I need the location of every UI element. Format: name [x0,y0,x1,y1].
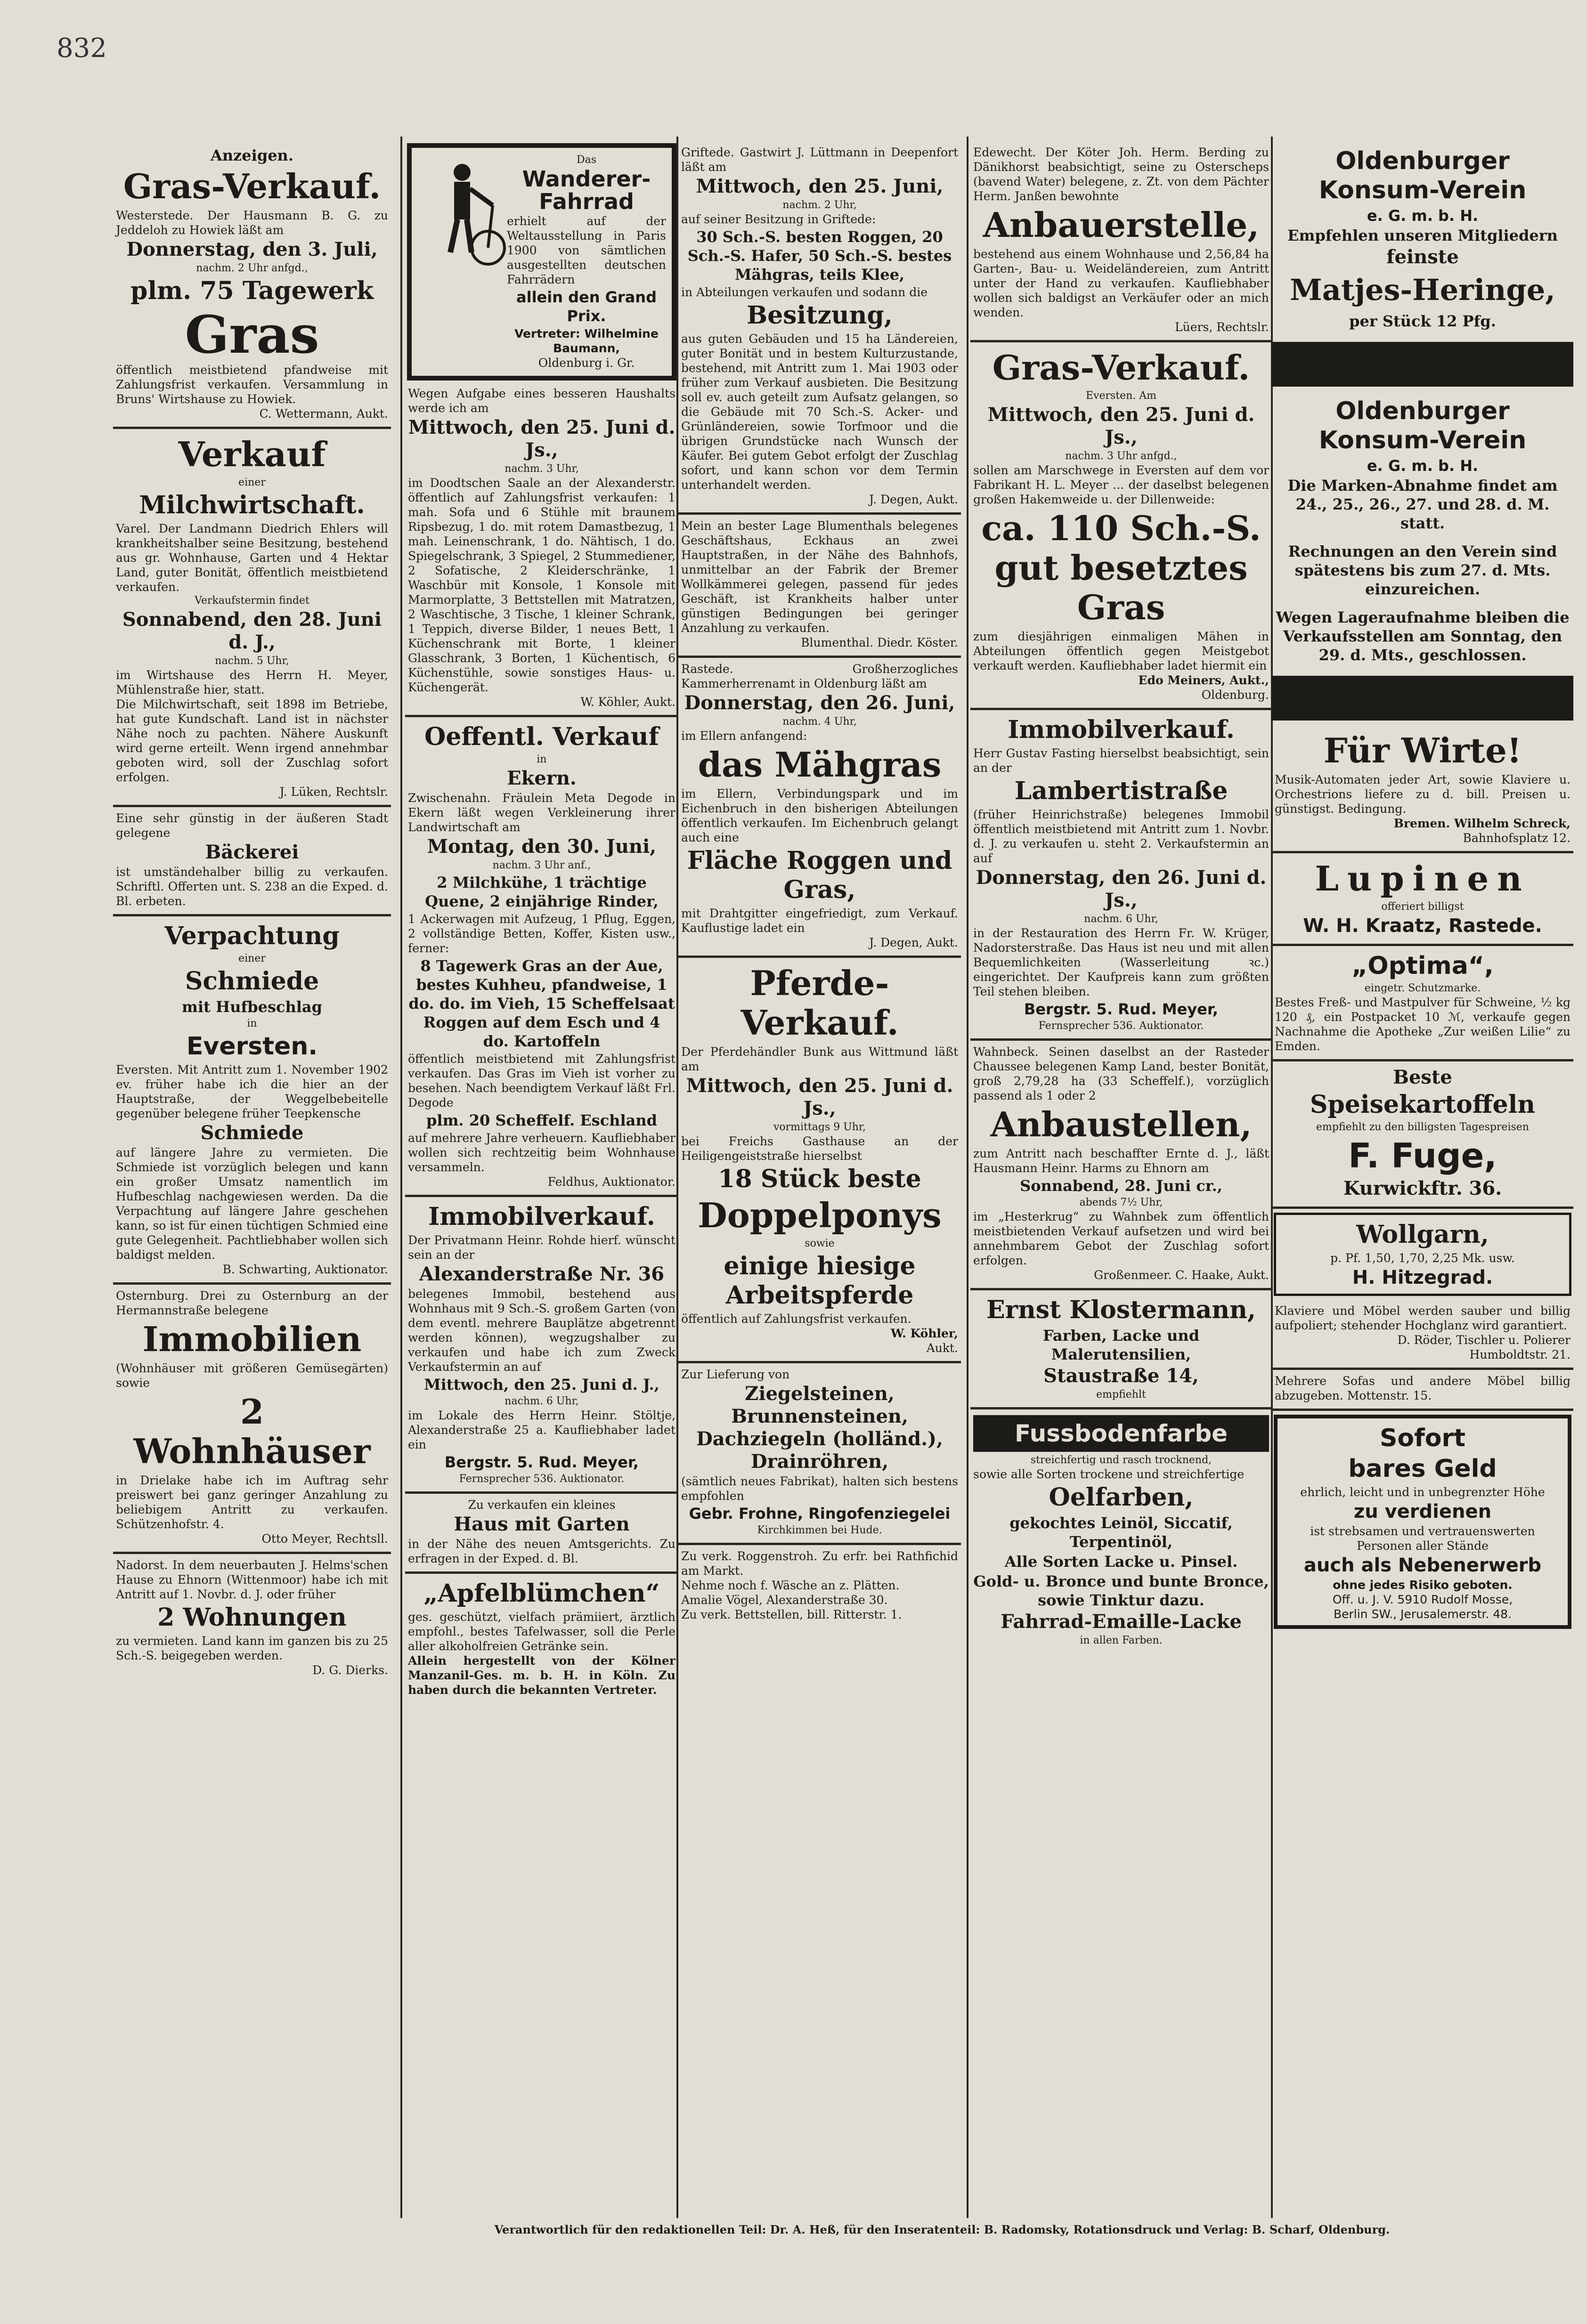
ad-title: Lupinen [1315,858,1530,899]
ad-text: (früher Heinrichstraße) belegenes Immobil öffentlich meistbietend mit Antritt zum 1. Novbr. d. J. zu verkaufen u. steht 2. Verkaufstermin an auf [973,808,1269,865]
ad-title: Gras-Verkauf. [992,348,1250,388]
ad-text: (sämtlich neues Fabrikat), halten sich bestens empfohlen [681,1474,958,1503]
black-divider-bar [1272,676,1573,721]
ad-subtitle: mit Hufbeschlag [182,998,322,1016]
ad-items: Alle Sorten Lacke u. Pinsel. [1004,1553,1238,1571]
ad-items: 2 Milchkühe, 1 trächtige Quene, 2 einjährige Rinder, [425,874,659,910]
ad-text: öffentlich meistbietend pfandweise mit Zahlungsfrist verkaufen. Versammlung in Bruns' Wirtshause zu Howiek. [116,363,388,406]
ad-text: in der Nähe des neuen Amtsgerichts. Zu erfragen in der Exped. d. Bl. [408,1537,675,1565]
ad-place: Eversten. [186,1032,318,1061]
ad-title: Oldenburger Konsum-Verein [1318,147,1527,204]
ad-date: Mittwoch, den 25. Juni, [696,175,944,197]
cyclist-illustration-icon [417,154,507,271]
ad-speisekartoffeln [1272,1061,1573,1209]
ad-item: Schmiede [185,967,319,996]
ad-date: Sonnabend, den 28. Juni d. J., [122,608,382,653]
column-5 [1272,141,1573,2218]
ad-text: p. Pf. 1,50, 1,70, 2,25 Mk. usw. [1330,1251,1515,1265]
ad-subtitle: Farben, Lacke und Malerutensilien, [1042,1327,1200,1363]
ad-title: Ernst Klostermann, [986,1296,1256,1324]
ad-signature: J. Lüken, Rechtslr. [279,785,388,799]
ad-text: offeriert billigst [1381,901,1464,913]
ad-time: nachm. 3 Uhr anf., [492,859,591,871]
ad-signature: Otto Meyer, Rechtsll. [261,1532,388,1546]
ad-signature: W. H. Kraatz, Rastede. [1303,915,1542,937]
ad-text: Mehrere Sofas und andere Möbel billig abzugeben. Mottenstr. 15. [1275,1374,1571,1402]
ad-subtitle: sowie [805,1238,835,1249]
ad-text: Der Privatmann Heinr. Rohde hierf. wünscht sein an der [408,1233,675,1262]
ad-text: Amalie Vögel, Alexanderstraße 30. [681,1593,888,1607]
ad-konsum-verein-marken [1272,391,1573,671]
ad-apfelbluemchen [405,1574,678,1703]
ad-signature: Blumenthal. Diedr. Köster. [801,636,958,649]
ad-text: 1 Ackerwagen mit Aufzeug, 1 Pflug, Eggen, 2 vollständige Betten, Koffer, Kisten usw., ferner: [408,912,675,955]
ad-title: ca. 110 Sch.-S. gut besetztes Gras [981,508,1261,627]
ad-signature-line: Fernsprecher 536. Auktionator. [459,1473,625,1485]
ad-besitzung-griftede [678,141,961,515]
ad-text: auf mehrere Jahre verheuern. Kaufliebhaber wollen sich rechtzeitig beim Wohnhause versammeln. [408,1131,675,1174]
ad-text: auf längere Jahre zu vermieten. Die Schmiede ist vorzüglich belegen und kann ein großer Umsatz namentlich im Hufbeschlag nachgewiesen werden. Da die Verpachtung auf längere Jahre geschehen kann, so ist für einen tüchtigen Schmied eine gute Gelegenheit. Pachtliebhaber wollen sich baldigst melden. [116,1146,388,1262]
ad-place: Ekern. [507,767,577,789]
ad-signature-line: Bahnhofsplatz 12. [1463,831,1571,845]
ad-time: nachm. 6 Uhr, [505,1395,579,1407]
ad-text: erhielt auf der Weltausstellung in Paris 1900 von sämtlichen ausgestellten deutschen Fahrrädern [507,214,666,286]
ad-date: Donnerstag, den 26. Juni, [684,692,955,714]
ad-signature-line: Berlin SW., Jerusalemerstr. 48. [1333,1607,1512,1621]
ad-title: Immobilien [142,1319,362,1359]
ad-text: Mein an bester Lage Blumenthals belegenes Geschäftshaus, Eckhaus an zwei Hauptstraßen, in der Nähe des Bahnhofs, unmittelbar an der Fabrik der Bremer Wollkämmerei gelegen, passend für jedes Geschäft, ist Krankheits halber unter günstigen Bedingungen bei geringer Anzahlung zu verkaufen. [681,519,958,635]
ad-items: Gold- u. Bronce und bunte Bronce, sowie Tinktur dazu. [973,1572,1269,1609]
ad-signature: W. Köhler, Aukt. [580,695,675,709]
ad-text: Zu verk. Roggenstroh. Zu erfr. bei Rathfichid am Markt. [681,1549,958,1578]
ad-time: nachm. 2 Uhr anfgd., [196,262,308,274]
ad-text: bestehend aus einem Wohnhause und 2,56,84 ha Garten-, Bau- u. Weideländereien, zum Antritt unter der Hand zu verkaufen. Kaufliebhaber wollen sich baldigst an Verkäufer oder an mich wenden. [973,247,1269,319]
ad-text: im Lokale des Herrn Heinr. Stöltje, Alexanderstraße 25 a. Kaufliebhaber ladet ein [408,1409,675,1451]
ad-text: ehrlich, leicht und in unbegrenzter Höhe [1300,1485,1545,1499]
ad-sofas [1272,1370,1573,1411]
ad-subtitle: Beste [1393,1066,1452,1088]
ad-signature-line: Fernsprecher 536. Auktionator. [1038,1020,1204,1032]
ad-title: Besitzung, [747,301,893,330]
ad-title: „Apfelblümchen“ [423,1579,660,1608]
ad-street: Kurwickftr. 36. [1343,1177,1502,1199]
page-number: 832 [57,33,107,64]
ad-wanderer-fahrrad [407,143,676,381]
ad-text: Herr Gustav Fasting hierselbst beabsichtigt, sein an der [973,746,1269,775]
ad-subtitle: in [247,1018,257,1029]
ad-subtitle: feinste [1386,246,1459,268]
ad-gras-verkauf-eversten [970,342,1272,710]
ad-item: Schmiede [200,1122,304,1144]
ad-text: Allein hergestellt von der Kölner Manzanil-Ges. m. b. H. in Köln. Zu haben durch die bekannten Vertreter. [408,1654,675,1697]
ad-text: aus guten Gebäuden und 15 ha Ländereien, guter Bonität und in bestem Kulturzustande, bestehend, mit Antritt zum 1. Mai 1903 oder früher zum Verkauf ausbieten. Die Besitzung soll ev. auch geteilt zum Aufsatz gelangen, so die Gebäude mit 70 Sch.-S. Acker- und Grünländereien, sowie Torfmoor und die übrigen Grundstücke nach Wunsch der Käufer. Bei gutem Gebot erfolgt der Zuschlag sofort, und kann schon vor dem Termin unterhandelt werden. [681,332,958,492]
ad-text: Nadorst. In dem neuerbauten J. Helms'schen Hause zu Ehnorn (Wittenmoor) habe ich mit Antritt auf 1. Novbr. d. J. oder früher [116,1558,388,1601]
column-rule [400,137,402,2218]
ad-date: Donnerstag, den 26. Juni d. Js., [976,866,1267,911]
ad-representative: Vertreter: Wilhelmine Baumann, [514,327,659,355]
ad-wollgarn [1274,1213,1571,1296]
ad-subtitle: e. G. m. b. H. [1367,457,1479,475]
column-1 [113,141,391,2218]
ad-text: Wahnbeck. Seinen daselbst an der Rasteder Chaussee belegenen Kamp Land, bester Bonität, groß 2,79,28 ha (33 Scheffelf.), vorzüglich passend als 1 oder 2 [973,1045,1269,1102]
ad-date: Montag, den 30. Juni, [427,835,657,858]
ad-text: ist strebsamen und vertrauenswerten Personen aller Stände [1310,1524,1535,1553]
ad-signature: D. G. Dierks. [312,1663,388,1677]
ad-text: Empfehlen unseren Mitgliedern [1287,227,1558,244]
ad-text: sollen am Marschwege in Eversten auf dem vor Fabrikant H. L. Meyer ... der daselbst belegenen großen Hakemweide u. der Dillenweide: [973,463,1269,506]
ad-text: Zu verkaufen ein kleines [468,1498,616,1512]
ad-pretitle: Das [576,154,597,166]
column-2 [405,141,678,2218]
ad-title: auch als Nebenerwerb [1303,1555,1542,1576]
ad-date: Sonnabend, 28. Juni cr., [1020,1177,1222,1195]
ad-signature-line: Kirchkimmen bei Hude. [757,1524,882,1536]
black-divider-bar [1272,342,1573,387]
ad-gras-verkauf-howiek [113,141,391,429]
ad-title: Gras-Verkauf. [123,166,381,206]
ad-text: Die Milchwirtschaft, seit 1898 im Betriebe, hat gute Kundschaft. Land ist in nächster Nähe noch zu pachten. Nähere Auskunft wird gerne erteilt. Wenn irgend annehmbar geboten wird, soll der Zuschlag sofort erfolgen. [116,697,388,784]
ad-fussbodenfarbe [970,1409,1272,1653]
ad-items: gekochtes Leinöl, Siccatif, Terpentinöl, [1009,1514,1233,1551]
ad-geschaeftshaus-blumenthal [678,515,961,658]
ad-subtitle: in [537,753,547,765]
ad-signature: Bergstr. 5. Rud. Meyer, [1024,1000,1219,1018]
ad-text: öffentlich auf Zahlungsfrist verkaufen. [681,1312,912,1326]
ad-time: nachm. 3 Uhr anfgd., [1065,450,1177,462]
ad-price: per Stück 12 Pfg. [1349,312,1496,330]
ad-text: Eversten. Mit Antritt zum 1. November 1902 ev. früher habe ich die hier an der Hauptstraße, der Weggelbebeitelle gegenüber belegene früher Teepkensche [116,1063,388,1120]
ad-text: in Drielake habe ich im Auftrag sehr preiswert bei ganz geringer Anzahlung zu beliebigem Antritt zu verkaufen. Schützenhofstr. 4. [116,1474,388,1531]
ad-time: vormittags 9 Uhr, [773,1121,866,1133]
ad-signature: Bergstr. 5. Rud. Meyer, [444,1453,639,1471]
ad-text: auf seiner Besitzung in Griftede: [681,212,876,226]
ad-title: Wanderer-Fahrrad [522,166,651,214]
ad-city: Oldenburg i. Gr. [538,356,635,370]
ad-title: zu verdienen [1353,1501,1492,1522]
ad-title: Immobilverkauf. [1008,715,1235,744]
ad-text: ist umständehalber billig zu verkaufen. Schriftl. Offerten unt. S. 238 an die Exped. d. Bl. erbeten. [116,865,388,908]
ad-signature-line: Aukt. [926,1341,958,1355]
ad-text: Osternburg. Drei zu Osternburg an der Hermannstraße belegene [116,1289,388,1317]
ad-signature-line: Oldenburg. [1201,688,1269,702]
ad-text: bei Freichs Gasthause an der Heiligengeiststraße hierselbst [681,1134,958,1163]
ad-verpachtung-schmiede [113,916,391,1285]
ad-date: Mittwoch, den 25. Juni d. Js., [686,1075,953,1119]
ad-title: Anbauerstelle, [983,205,1260,245]
ad-signature: Lüers, Rechtslr. [1175,320,1269,334]
ad-title: Für Wirte! [1323,730,1522,770]
ad-text: Nehme noch f. Wäsche an z. Plätten. [681,1579,900,1592]
ad-sofort-bares-geld [1274,1415,1571,1629]
ad-text: zu vermieten. Land kann im ganzen bis zu 25 Sch.-S. beigegeben werden. [116,1634,388,1662]
ad-title: Matjes-Heringe, [1290,273,1555,307]
ad-text: im Ellern, Verbindungspark und im Eichenbruch in den bisherigen Abteilungen öffentlich verkaufen. Im Eichenbruch gelangt auch eine [681,787,958,844]
ad-klaviere-aufpolieren [1272,1300,1573,1370]
ad-text: im „Hesterkrug“ zu Wahnbek zum öffentlich meistbietenden Verkauf aufsetzen und wird bei annehmbarem Gebot der Zuschlag sofort erfolgen. [973,1210,1269,1267]
ad-title: Verpachtung [164,922,340,950]
ad-text: zum Antritt nach beschaffter Ernte d. J., läßt Hausmann Heinr. Harms zu Ehnorn am [973,1147,1269,1175]
ad-text: Zur Lieferung von [681,1368,790,1381]
ad-signature: D. Röder, Tischler u. Polierer [1397,1333,1571,1347]
ad-signature: Großenmeer. C. Haake, Aukt. [1094,1268,1269,1282]
ad-signature: J. Degen, Aukt. [869,936,958,949]
column-4 [970,141,1272,2218]
ad-text: Der Pferdehändler Bunk aus Wittmund läßt am [681,1045,958,1073]
ad-subtitle: eingetr. Schutzmarke. [1364,982,1481,994]
ad-street: Lambertistraße [1014,777,1228,805]
ad-street: Alexanderstraße Nr. 36 [419,1263,665,1285]
ad-milchwirtschaft [113,429,391,807]
ad-title: bares Geld [1348,1455,1497,1483]
ad-date: Mittwoch, den 25. Juni d. Js., [987,404,1255,448]
ad-title: 2 Wohnungen [157,1603,347,1632]
ad-time: abends 7½ Uhr, [1079,1197,1163,1208]
ad-title: Doppelponys [698,1195,942,1235]
ad-time: nachm. 5 Uhr, [215,655,289,667]
column-rule [967,137,968,2218]
ad-text: Griftede. Gastwirt J. Lüttmann in Deepenfort läßt am [681,146,958,174]
ad-signature-line: Humboldtstr. 21. [1469,1348,1571,1361]
ad-street: Staustraße 14, [1043,1365,1199,1387]
ad-maehgras-rastede [678,658,961,958]
ad-title: Bäckerei [205,841,299,863]
ad-text: Varel. Der Landmann Diedrich Ehlers will krankheitshalber seine Besitzung, bestehend aus gr. Wohnhause, Garten und 4 Hektar Land, guter Bonität, öffentlich meistbietend verkaufen. [116,522,388,594]
ad-text: Westerstede. Der Hausmann B. G. zu Jeddeloh zu Howiek läßt am [116,209,388,237]
ad-ziegelsteine [678,1363,961,1545]
ad-title: „Optima“, [1351,952,1494,980]
ad-konsum-verein-matjes [1272,141,1573,337]
ad-title: einige hiesige Arbeitspferde [724,1252,916,1310]
ad-text: ohne jedes Risiko geboten. [1333,1578,1513,1592]
ad-signature: Feldhus, Auktionator. [547,1175,675,1189]
ad-verkauf-ekern [405,717,678,1197]
ad-signature: J. Degen, Aukt. [869,493,958,506]
ad-title: Anbaustellen, [990,1104,1252,1144]
ad-subtitle: in allen Farben. [1080,1635,1163,1646]
ad-items: 8 Tagewerk Gras an der Aue, bestes Kuhheu, pfandweise, 1 do. do. im Vieh, 15 Scheffelsaat Roggen auf dem Esch und 4 do. Kartoffeln [408,957,675,1050]
ad-signature: Off. u. J. V. 5910 Rudolf Mosse, [1332,1593,1513,1606]
ad-text: mit Drahtgitter eingefriedigt, zum Verkauf. Kauflustige ladet ein [681,907,958,935]
ad-text: Wegen Lageraufnahme bleiben die Verkaufsstellen am Sonntag, den 29. d. Mts., geschlossen. [1276,608,1570,664]
ad-subtitle: e. G. m. b. H. [1367,207,1479,225]
ad-baeckerei [113,807,391,916]
ad-immobilien-osternburg [113,1285,391,1554]
ad-text: im Doodtschen Saale an der Alexanderstr. öffentlich auf Zahlungsfrist verkaufen: 1 mah. Sofa und 6 Stühle mit braunem Ripsbezug, 1 do. mit rotem Damastbezug, 1 mah. Leinenschrank, 1 do. Nähtisch, 1 do. Spiegelschrank, 3 Spiegel, 2 Stummediener, 2 Sofatische, 2 Kleiderschränke, 1 Waschbür mit Konsole, 1 Konsole mit Marmorplatte, 3 Bettstellen mit Matratzen, 2 Waschtische, 3 Tische, 1 kleiner Schrank, 1 Teppich, diverse Bilder, 1 neues Bett, 1 Küchenschrank mit Borte, 1 kleiner Glasschrank, 3 Borten, 1 Küchentisch, 6 Küchenstühle, sowie sonstiges Haus- u. Küchengerät. [408,476,675,694]
ad-text: Eine sehr günstig in der äußeren Stadt gelegene [116,811,388,840]
ad-title: Immobilverkauf. [428,1202,655,1231]
ad-time: nachm. 2 Uhr, [782,199,857,211]
ad-count: 18 Stück beste [718,1165,921,1193]
ad-text: empfiehlt zu den billigsten Tagespreisen [1316,1121,1529,1133]
ad-time: nachm. 3 Uhr, [505,463,579,475]
ad-items: plm. 20 Scheffelf. Eschland [426,1111,657,1129]
ad-text: Klaviere und Möbel werden sauber und billig aufpoliert; stehender Hochglanz wird garantiert. [1275,1304,1571,1332]
ad-immobilverkauf-lambertistrasse [970,710,1272,1041]
ad-subtitle: streichfertig und rasch trocknend, [1030,1454,1212,1466]
ad-date: Mittwoch, den 25. Juni d. Js., [408,416,675,461]
ad-prize: allein den Grand Prix. [516,288,657,325]
column-3 [678,141,961,2218]
ad-text: Edewecht. Der Köter Joh. Herm. Berding zu Dänikhorst beabsichtigt, seine zu Osterscheps (bavend Water) belegene, z. Zt. von dem Pächter Herm. Janßen bewohnte [973,146,1269,203]
ad-text: im Ellern anfangend: [681,729,807,743]
ad-signature: W. Köhler, [890,1327,958,1340]
ad-optima [1272,946,1573,1061]
ad-text: Bestes Freß- und Mastpulver für Schweine, ½ kg 120 ₰, ein Postpacket 10 ℳ, verkaufe gegen Nachnahme die Apotheke „Zur weißen Lilie“ zu Emden. [1275,996,1571,1053]
ad-text: belegenes Immobil, bestehend aus Wohnhaus mit 9 Sch.-S. großem Garten (von dem eventl. mehrere Bauplätze abgetrennt werden können), wegzugshalber zu verkaufen und habe ich zum Zweck Verkaufstermin an auf [408,1287,675,1374]
ad-title: Oldenburger Konsum-Verein [1318,397,1527,454]
ad-signature: C. Wettermann, Aukt. [259,407,388,421]
ad-subtitle: empfiehlt [1096,1389,1146,1401]
ad-text: Die Marken-Abnahme findet am 24., 25., 26., 27. und 28. d. M. statt. [1287,477,1558,532]
ad-text: im Wirtshause des Herrn H. Meyer, Mühlenstraße hier, statt. [116,668,388,696]
ad-title: das Mähgras [698,745,942,785]
ad-place: Eversten. Am [1085,390,1157,402]
ad-date: Mittwoch, den 25. Juni d. J., [424,1376,659,1393]
ad-text: in der Restauration des Herrn Fr. W. Krüger, Nadorsterstraße. Das Haus ist neu und mit allen Bequemlichkeiten (Wasserleitung ꝛc.) eingerichtet. Der Kaufpreis kann zum größten Teil stehen bleiben. [973,926,1269,998]
ad-anbaustellen-wahnbeck [970,1041,1272,1290]
ad-date: Donnerstag, den 3. Juli, [126,238,378,260]
ad-text: Rastede. Großherzogliches Kammerherrenamt in Oldenburg läßt am [681,662,958,690]
ad-title: Verkauf [178,434,326,474]
ad-signature: B. Schwarting, Auktionator. [222,1263,388,1276]
imprint-footer: Verantwortlich für den redaktionellen Teil: Dr. A. Heß, für den Inseratenteil: B. Radomsky, Rotationsdruck und Verlag: B. Scharf, Oldenburg. [494,2223,1390,2236]
ad-amount: plm. 75 Tagewerk [130,276,374,305]
ad-text: Zwischenahn. Fräulein Meta Degode in Ekern läßt wegen Verkleinerung ihrer Landwirtschaft am [408,791,675,834]
ad-title: Fläche Roggen und Gras, [687,846,952,904]
ad-anbauerstelle-edewecht [970,141,1272,342]
ad-text: Rechnungen an den Verein sind spätestens bis zum 27. d. Mts. einzureichen. [1288,543,1557,598]
ad-hausrat-verkauf [405,382,678,717]
ad-wohnungen-nadorst [113,1554,391,1683]
ad-immobilverkauf-alexanderstrasse [405,1197,678,1494]
ad-items: Ziegelsteinen, Brunnensteinen, Dachziegeln (holländ.), Drainröhren, [696,1383,943,1473]
ad-text: in Abteilungen verkaufen und sodann die [681,285,928,299]
ad-title: Oeffentl. Verkauf [424,722,659,751]
ad-title: Sofort [1379,1424,1466,1452]
ad-text: Zu verk. Bettstellen, bill. Ritterstr. 1. [681,1608,902,1621]
ad-signature: Edo Meiners, Aukt., [1138,673,1269,687]
ad-subtitle: einer [238,477,266,488]
ad-title: Pferde-Verkauf. [741,963,899,1043]
ad-title: Wollgarn, [1356,1220,1489,1249]
ad-haus-mit-garten [405,1494,678,1574]
ad-text: Musik-Automaten jeder Art, sowie Klaviere u. Orchestrions liefere zu d. bill. Preisen u. günstigst. Bedingung. [1275,773,1571,816]
ad-title: 2 Wohnhäuser [133,1392,371,1471]
ad-text: Wegen Aufgabe eines besseren Haushalts werde ich am [408,387,675,415]
ad-kleinanzeigen [678,1545,961,1628]
ad-note: Verkaufstermin findet [195,595,309,607]
ad-signature: Gebr. Frohne, Ringofenziegelei [689,1505,951,1522]
ad-text: (Wohnhäuser mit größeren Gemüsegärten) sowie [116,1361,388,1390]
ad-title: Oelfarben, [1049,1483,1194,1512]
ad-time: nachm. 6 Uhr, [1084,913,1158,925]
ad-text: sowie alle Sorten trockene und streichfertige [973,1467,1245,1481]
ad-signature: Bremen. Wilhelm Schreck, [1393,817,1571,830]
ad-title: Fahrrad-Emaille-Lacke [1001,1611,1242,1633]
ad-text: zum diesjährigen einmaligen Mähen in Abteilungen öffentlich gegen Meistgebot verkauft werden. Kaufliebhaber ladet hiermit ein [973,630,1269,672]
section-heading: Anzeigen. [211,146,293,164]
ad-title: Speisekartoffeln [1310,1090,1536,1119]
ad-item: Gras [185,304,319,365]
ad-klostermann [970,1290,1272,1409]
ad-title: F. Fuge, [1348,1136,1497,1175]
ad-title: Fussbodenfarbe [973,1415,1269,1452]
ad-fuer-wirte [1272,725,1573,853]
ad-subtitle: einer [238,953,266,964]
ad-lupinen [1272,853,1573,946]
ad-pferde-verkauf [678,958,961,1363]
ad-time: nachm. 4 Uhr, [782,716,857,728]
ad-signature: H. Hitzegrad. [1352,1267,1493,1288]
ad-item: Milchwirtschaft. [139,491,365,519]
ad-title: Haus mit Garten [454,1513,630,1535]
ad-items: 30 Sch.-S. besten Roggen, 20 Sch.-S. Hafer, 50 Sch.-S. bestes Mähgras, teils Klee, [687,228,952,283]
ad-text: öffentlich meistbietend mit Zahlungsfrist verkaufen. Das Gras im Vieh ist vorher zu besehen. Nach beendigtem Verkauf läßt Frl. Degode [408,1052,675,1109]
ad-text: ges. geschützt, vielfach prämiiert, ärztlich empfohl., bestes Tafelwasser, soll die Perle aller alkoholfreien Getränke sein. [408,1610,675,1653]
